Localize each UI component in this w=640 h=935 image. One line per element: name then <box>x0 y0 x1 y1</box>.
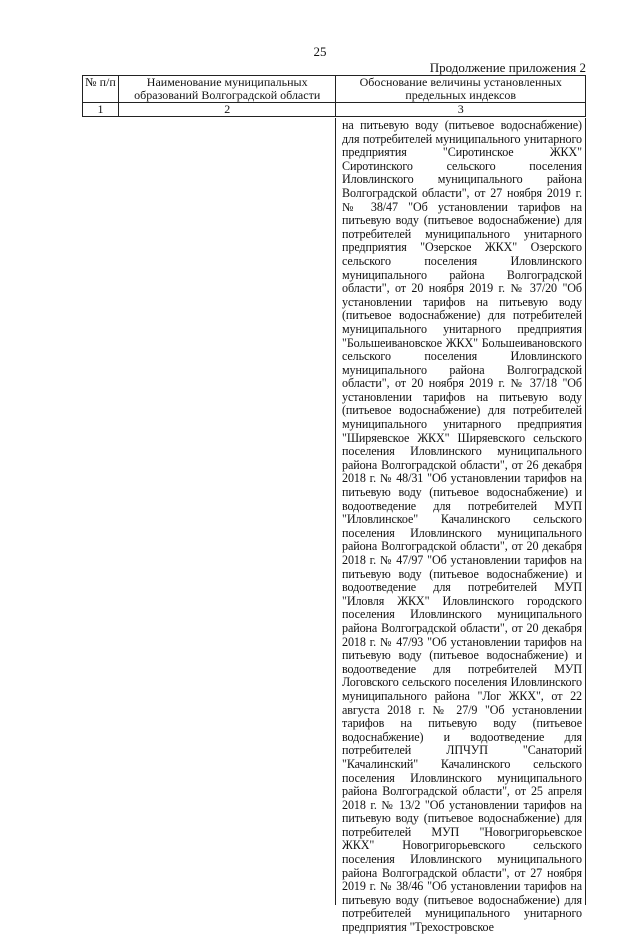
continuation-label: Продолжение приложения 2 <box>429 60 586 75</box>
header-table <box>82 75 586 117</box>
page-number: 25 <box>313 44 327 59</box>
table-column-numbers-row <box>83 103 586 117</box>
column-number-1: 1 <box>83 103 119 117</box>
header-number: № п/п <box>83 76 119 103</box>
justification-text: на питьевую воду (питьевое водоснабжение) для потребителей муниципального унитарного предприятия "Сиротинское ЖКХ" Сиротинского сельского поселения Иловлинского муниципального района Волгоградской области", от 27 ноября 2019 г. № 38/47 "Об установлении тарифов на питьевую воду (питьевое водоснабжение) для потребителей муниципального унитарного предприятия "Озерское ЖКХ" Озерского сельского поселения Иловлинского муниципального района Волгоградской области", от 20 ноября 2019 г. № 37/20 "Об установлении тарифов на питьевую воду (питьевое водоснабжение) для потребителей муниципального унитарного предприятия "Большеивановское ЖКХ" Большеивановского сельского поселения Иловлинского муниципального района Волгоградской области", от 20 ноября 2019 г. № 37/18 "Об установлении тарифов на питьевую воду (питьевое водоснабжение) для потребителей муниципального унитарного предприятия "Ширяевское ЖКХ" Ширяевского сельского поселения Иловлинского муниципального района Волгоградской области", от 26 декабря 2018 г. № 48/31 "Об установлении тарифов на питьевую воду (питьевое водоснабжение) и водоотведение для потребителей МУП "Иловлинское" Качалинского сельского поселения Иловлинского муниципального района Волгоградской области", от 20 декабря 2018 г. № 47/97 "Об установлении тарифов на питьевую воду (питьевое водоснабжение) и водоотведение для потребителей МУП "Иловля ЖКХ" Иловлинского городского поселения Иловлинского муниципального района Волгоградской области", от 20 декабря 2018 г. № 47/93 "Об установлении тарифов на питьевую воду (питьевое водоснабжение) и водоотведение для потребителей МУП Логовского сельского поселения Иловлинского муниципального района "Лог ЖКХ", от 22 августа 2018 г. № 27/9 "Об установлении тарифов на питьевую воду (питьевое водоснабжение) и водоотведение для потребителей ЛПЧУП "Санаторий "Качалинский" Качалинского сельского поселения Иловлинского муниципального района Волгоградской области", от 25 апреля 2018 г. № 13/2 "Об установлении тарифов на питьевую воду (питьевое водоснабжение) для потребителей МУП "Новогригорьевское ЖКХ" Новогригорьевского сельского поселения Иловлинского муниципального района Волгоградской области", от 27 ноября 2019 г. № 38/46 "Об установлении тарифов на питьевую воду (питьевое водоснабжение) для потребителей муниципального унитарного предприятия "Трехостровское <box>342 118 582 935</box>
column-divider <box>335 118 336 905</box>
header-justification: Обоснование величины установленных предельных индексов <box>336 76 586 103</box>
table-header-row <box>83 76 586 103</box>
column-number-2: 2 <box>119 103 336 117</box>
column-border-right <box>585 118 586 905</box>
column-number-3: 3 <box>336 103 586 117</box>
header-municipality: Наименование муниципальных образований Волгоградской области <box>119 76 336 103</box>
